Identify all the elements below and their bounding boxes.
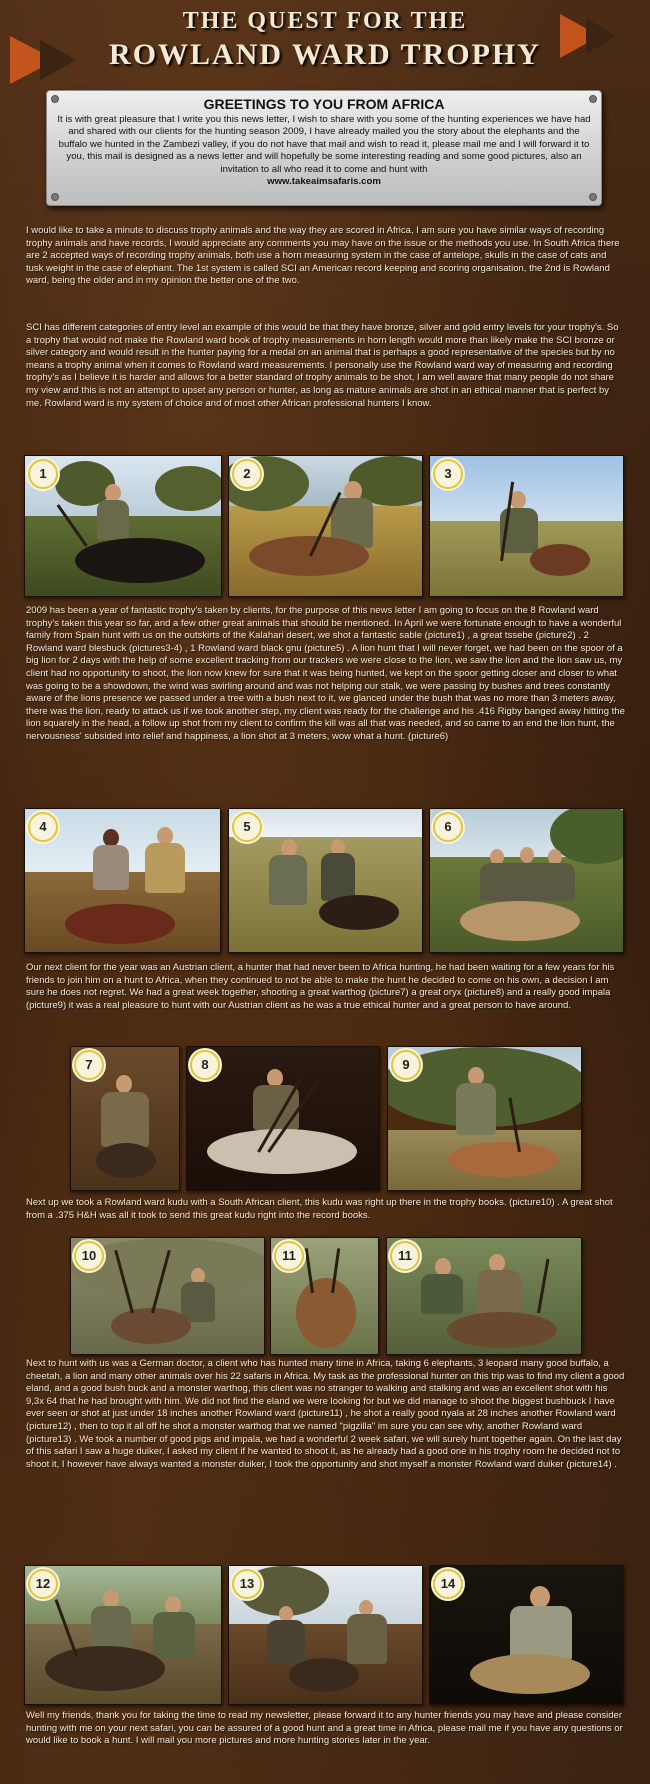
- paragraph-spain-family: 2009 has been a year of fantastic trophy's taken by clients, for the purpose of this news letter I am going to focus on the 8 Rowland ward trophy's taken this year so far, and a few other great animals that should be mentioned. In April we were fortunate enough to have a wonderful family from Spain hunt with us on the outskirts of the Kalahari desert, we shot a fantastic sable (picture1) , a great tssebe (picture2) . 2 Rowland ward blesbuck (pictures3-4) , 1 Rowland ward black gnu (picture5) . A lion hunt that I will never forget, we had been on the spoor of a big lion for 2 days with the help of some excellent tracking from our trackers we were close to the lion, we saw the lion and the lion saw us, my client had no opportunity to shoot, the lion now knew for sure that it was being hunted, we kept on the spoor getting closer and closer to what was going to be a showdown, the wind was swirling around and was not helping our stalk, we were passing by bushes and trees constantly aware of the lions presence we passed under a tree with a bush next to it, we glanced under the bush that was no more than 3 meters away, there was the lion, ready to attack us if we took another step, my client was ready for the challenge and his .416 Rigby banged away hitting the lion squarely in the head, a follow up shot from my client to confirm the kill was all that was needed, and so came to an end the lion hunt, the nervousness' subsided into relief and happiness, a lion shot at 3 meters, wow what a hunt. (picture6): [26, 605, 625, 742]
- photo-blesbuck-1: [429, 455, 624, 597]
- photo-number-badge: 6: [433, 812, 463, 842]
- photo-number-badge: 14: [433, 1569, 463, 1599]
- photo-number-badge: 11: [274, 1241, 304, 1271]
- photo-number-badge: 2: [232, 459, 262, 489]
- photo-duiker: [429, 1565, 624, 1705]
- rivet-icon: [51, 95, 59, 103]
- photo-lion: [429, 808, 624, 953]
- photo-oryx: [186, 1046, 380, 1191]
- paragraph-kudu: Next up we took a Rowland ward kudu with a South African client, this kudu was right up there in the trophy books. (picture10) . A great shot from a .375 H&H was all it took to send this great kudu right into the record books.: [26, 1197, 613, 1221]
- photo-number-badge: 8: [190, 1050, 220, 1080]
- rivet-icon: [589, 95, 597, 103]
- paragraph-closing: Well my friends, thank you for taking the time to read my newsletter, please forward it to any hunter friends you may have and please consider hunting with me on your next safari, you can be assured of a good hunt and a great time in Africa, please mail me if you have any questions or would like to book a hunt. I will mail you more pictures and more hunting stories later in the year.: [26, 1710, 623, 1747]
- photo-black-wildebeest: [228, 808, 423, 953]
- photo-impala: [387, 1046, 582, 1191]
- website-link[interactable]: www.takeaimsafaris.com: [267, 176, 381, 188]
- photo-number-badge: 13: [232, 1569, 262, 1599]
- paragraph-trophy-intro: I would like to take a minute to discuss trophy animals and the way they are scored in Africa, I am sure you have similar ways of recording trophy animals and have records, I would appreciate any comments you may have on the issue or the methods you use. In South Africa there are 2 accepted ways of recording trophy animals, both use a horn measuring system in the case of antelope, skulls in the case of cats and tusk weight in the case of elephant. The 1st system is called SCI an American record keeping and scoring organisation, the 2nd is Rowland ward, being the older and in my opinion the better one of the two.: [26, 225, 620, 287]
- photo-nyala: [24, 1565, 222, 1705]
- greeting-plate: [46, 90, 602, 206]
- photo-bushbuck: [270, 1237, 379, 1355]
- photo-number-badge: 12: [28, 1569, 58, 1599]
- header: [0, 0, 650, 90]
- photo-nyala-pair: [386, 1237, 582, 1355]
- paragraph-german-doctor: Next to hunt with us was a German doctor, a client who has hunted many time in Africa, taking 6 elephants, 3 leopard many good buffalo, a cheetah, a lion and many other animals over his 22 safaris in Africa. My task as the professional hunter on this trip was to find my client a good eland, and a good bush buck and a monster warthog, this client was no stranger to walking and stalking and was an excellent shot with his 9,3x 64 that he had brought with him. We did not find the eland we were looking for but we did manage to shoot the biggest bushbuck I have ever seen or shot at just under 18 inches another Rowland ward (picture11) , he shot a really good nyala at 28 inches another Rowland ward (picture12) , then to top it all off he shot a monster warthog that we named "pigzilla" im sure you can see why, another Rowland ward (picture13) . We took a number of good pigs and impala, we had a wonderful 2 week safari, we will surely hunt together again. On the last day of this safari I saw a huge duiker, I asked my client if he wanted to shoot it, as he already had a good one in his trophy room he decided not to shoot it, I however have always wanted a monster duiker, I took the opportunity and shot myself a monster Rowland ward duiker (picture14) .: [26, 1358, 625, 1470]
- greeting-body: It is with great pleasure that I write you this news letter, I wish to share with you some of the hunting experiences we have had and shared with our clients for the hunting season 2009, I have already mailed you the story about the elephants and the buffalo we hunted in the Zambezi valley, if you do not have that mail and wish to read it, please mail me and I will forward it to you, this mail is designed as a news letter and will hopefully be some interesting reading and some good pictures, also an invitation to all who read it to come and hunt with: [57, 114, 591, 175]
- photo-number-badge: 9: [391, 1050, 421, 1080]
- photo-kudu: [70, 1237, 265, 1355]
- photo-number-badge: 1: [28, 459, 58, 489]
- photo-warthog: [70, 1046, 180, 1191]
- paragraph-sci-categories: SCI has different categories of entry level an example of this would be that they have bronze, silver and gold entry levels for your trophy's. So a trophy that would not make the Rowland ward book of trophy measurements in horn length would more than likely make the SCI bronze or silver category and would result in the hunter paying for a medal on an animal that is perhaps a good representative of the species but by no means a trophy animal when it comes to Rowland ward measurements. I personally use the Rowland ward way of measuring and recording trophy's as I believe it is harder and allows for a better standard of trophy animals to be shot, I am well aware that many people do not share my view and this is not an attempt to upset any person or hunter, as long as mature animals are shot in an ethical manner that is perfect by me. Rowland ward is my system of choice and of most other African professional hunters I know.: [26, 322, 619, 409]
- photo-number-badge: 5: [232, 812, 262, 842]
- photo-number-badge: 10: [74, 1241, 104, 1271]
- photo-sable: [24, 455, 222, 597]
- photo-tsessebe: [228, 455, 423, 597]
- photo-number-badge: 11: [390, 1241, 420, 1271]
- photo-number-badge: 4: [28, 812, 58, 842]
- rivet-icon: [589, 193, 597, 201]
- photo-number-badge: 3: [433, 459, 463, 489]
- title-line-2: ROWLAND WARD TROPHY: [109, 38, 541, 71]
- photo-blesbuck-2: [24, 808, 221, 953]
- paragraph-austrian-client: Our next client for the year was an Austrian client, a hunter that had never been to Africa hunting, he had been waiting for a few years for his friends to join him on a hunt to Africa, when they continued to not be able to make the hunt he decided to come on his own, a decision I am sure he does not regret. We had a great week together, shooting a great warthog (picture7) a great oryx (picture8) and a really good impala (picture9) it was a real pleasure to hunt with our Austrian client as he was a true ethical hunter and a great person to have around.: [26, 962, 615, 1011]
- title-line-1: THE QUEST FOR THE: [182, 8, 468, 34]
- photo-pigzilla-warthog: [228, 1565, 423, 1705]
- greeting-title: GREETINGS TO YOU FROM AFRICA: [203, 96, 445, 112]
- photo-number-badge: 7: [74, 1050, 104, 1080]
- rivet-icon: [51, 193, 59, 201]
